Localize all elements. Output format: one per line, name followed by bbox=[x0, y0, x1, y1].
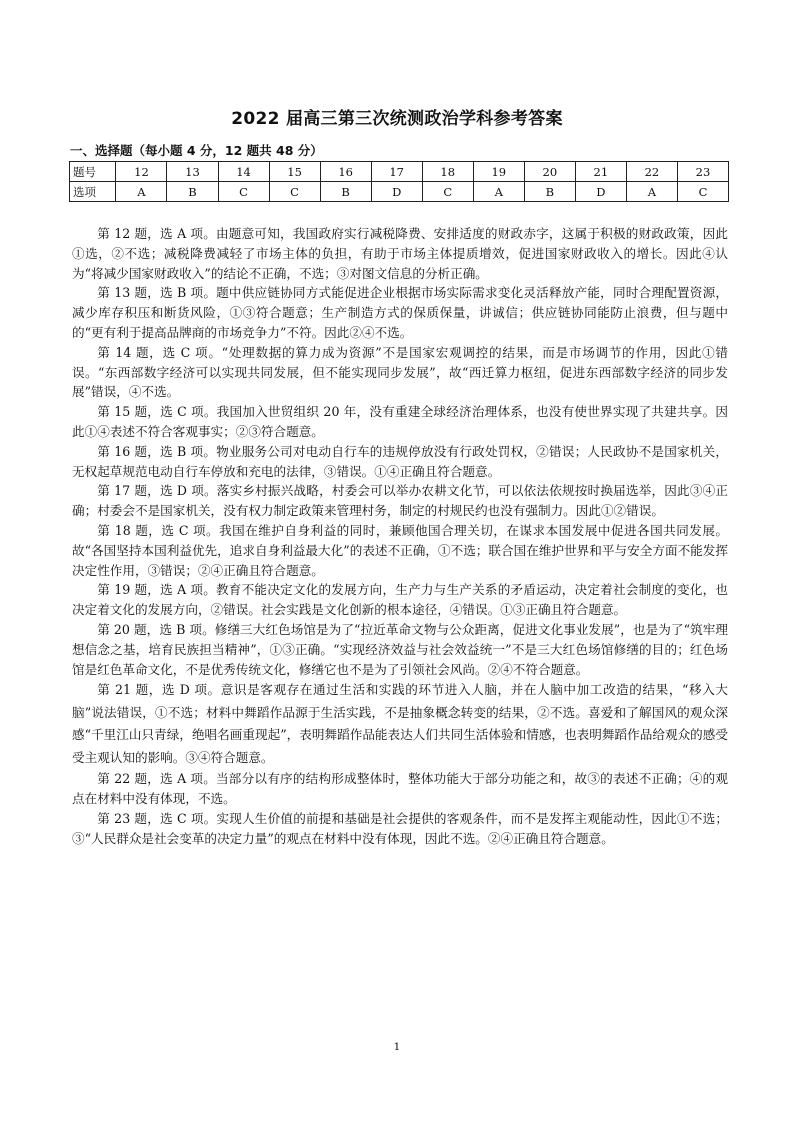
explanation-q17: 第 17 题，选 D 项。落实乡村振兴战略，村委会可以举办农耕文化节，可以依法依规按时换届选举，因此③④正确；村委会不是国家机关，没有权力制定政策来管理村务，制定的村规民约也没有强制力。因此①②错误。 bbox=[72, 483, 728, 519]
answer-option-cell: A bbox=[626, 182, 677, 202]
explanation-q22: 第 22 题，选 A 项。当部分以有序的结构形成整体时，整体功能大于部分功能之和，故③的表述不正确；④的观点在材料中没有体现，不选。 bbox=[72, 771, 728, 807]
explanation-q15: 第 15 题，选 C 项。我国加入世贸组织 20 年，没有重建全球经济治理体系，也没有使世界实现了共建共享。因此①④表述不符合客观事实；②③符合题意。 bbox=[72, 404, 728, 439]
answer-option-cell: C bbox=[269, 182, 320, 202]
question-number-cell: 19 bbox=[473, 162, 524, 182]
question-number-cell: 21 bbox=[575, 162, 626, 182]
answer-option-cell: B bbox=[524, 182, 575, 202]
answer-option-cell: B bbox=[167, 182, 218, 202]
explanation-q12: 第 12 题，选 A 项。由题意可知，我国政府实行减税降费、安排适度的财政赤字，这属于积极的财政政策，因此①选，②不选；减税降费减轻了市场主体的负担，有助于市场主体提质增效，促进国家财政收入的增长。因此④认为“将减少国家财政收入”的结论不正确，不选；③对图文信息的分析正确。 bbox=[72, 226, 728, 281]
answer-option-cell: A bbox=[473, 182, 524, 202]
explanation-q13: 第 13 题，选 B 项。题中供应链协同方式能促进企业根据市场实际需求变化灵活释放产能，同时合理配置资源，减少库存积压和断货风险，①③符合题意；生产制造方式的保质保量，讲诚信；供应链协同能防止浪费，但与题中的“更有利于提高品牌商的市场竞争力”不符。因此②④不选。 bbox=[72, 285, 728, 340]
question-number-cell: 22 bbox=[626, 162, 677, 182]
answer-option-cell: C bbox=[677, 182, 728, 202]
explanations bbox=[72, 224, 728, 849]
answer-table bbox=[69, 161, 729, 202]
answer-option-cell: D bbox=[575, 182, 626, 202]
answer-option-cell: D bbox=[371, 182, 422, 202]
answer-option-cell: B bbox=[320, 182, 371, 202]
explanation-q18: 第 18 题，选 C 项。我国在维护自身利益的同时，兼顾他国合理关切，在谋求本国发展中促进各国共同发展。故“各国坚持本国利益优先，追求自身利益最大化”的表述不正确，①不选；联合国在维护世界和平与安全方面不能发挥决定性作用，③错误；②④正确且符合题意。 bbox=[72, 522, 728, 578]
explanation-q16: 第 16 题，选 B 项。物业服务公司对电动自行车的违规停放没有行政处罚权，②错误；人民政协不是国家机关，无权起草规范电动自行车停放和充电的法律，③错误。①④正确且符合题意。 bbox=[72, 443, 728, 479]
question-number-cell: 14 bbox=[218, 162, 269, 182]
explanation-q23: 第 23 题，选 C 项。实现人生价值的前提和基础是社会提供的客观条件，而不是发挥主观能动性，因此①不选；③“人民群众是社会变革的决定力量”的观点在材料中没有体现，因此不选。②④正确且符合题意。 bbox=[72, 810, 728, 846]
document-title: 2022 届高三第三次统测政治学科参考答案 bbox=[231, 109, 563, 129]
answer-option-cell: C bbox=[218, 182, 269, 202]
explanation-q19: 第 19 题，选 A 项。教育不能决定文化的发展方向，生产力与生产关系的矛盾运动，决定着社会制度的变化，也决定着文化的发展方向，②错误。社会实践是文化创新的根本途径，④错误。①③正确且符合题意。 bbox=[72, 582, 728, 618]
explanation-q14: 第 14 题，选 C 项。“处理数据的算力成为资源”不是国家宏观调控的结果，而是市场调节的作用，因此①错误。“东西部数字经济可以实现共同发展，但不能实现同步发展”，故“西迁算力枢纽，促进东西部数字经济的同步发展”错误，④不选。 bbox=[72, 344, 728, 400]
answer-option-cell: C bbox=[422, 182, 473, 202]
answer-option-cell: A bbox=[116, 182, 167, 202]
question-number-cell: 17 bbox=[371, 162, 422, 182]
question-number-cell: 18 bbox=[422, 162, 473, 182]
question-number-cell: 15 bbox=[269, 162, 320, 182]
explanation-q20: 第 20 题，选 B 项。修缮三大红色场馆是为了“拉近革命文物与公众距离，促进文化事业发展”，也是为了“筑牢理想信念之基，培育民族担当精神”，①③正确。“实现经济效益与社会效益统一”不是三大红色场馆修缮的目的；红色场馆是红色革命文化，不是优秀传统文化，修缮它也不是为了引领社会风尚。②④不符合题意。 bbox=[72, 621, 728, 677]
question-number-cell: 13 bbox=[167, 162, 218, 182]
question-number-cell: 16 bbox=[320, 162, 371, 182]
question-number-cell: 23 bbox=[677, 162, 728, 182]
question-number-cell: 12 bbox=[116, 162, 167, 182]
page-number: 1 bbox=[393, 1041, 401, 1053]
answer-option-row bbox=[70, 182, 729, 202]
question-number-cell: 20 bbox=[524, 162, 575, 182]
section-heading: 一、选择题（每小题 4 分，12 题共 48 分） bbox=[70, 143, 323, 158]
explanation-q21: 第 21 题，选 D 项。意识是客观存在通过生活和实践的环节进入人脑，并在人脑中加工改造的结果，“移入大脑”说法错误，①不选；材料中舞蹈作品源于生活实践，不是抽象概念转变的结果，②不选。喜爱和了解国风的观众深感“千里江山只青绿，绝唱名画重现起”，表明舞蹈作品能表达人们共同生活体验和情感，也表明舞蹈作品给观众的感受受主观认知的影响。③④符合题意。 bbox=[72, 682, 728, 765]
answer-option-label: 选项 bbox=[70, 182, 116, 202]
question-number-label: 题号 bbox=[70, 162, 116, 182]
question-number-row bbox=[70, 162, 729, 182]
